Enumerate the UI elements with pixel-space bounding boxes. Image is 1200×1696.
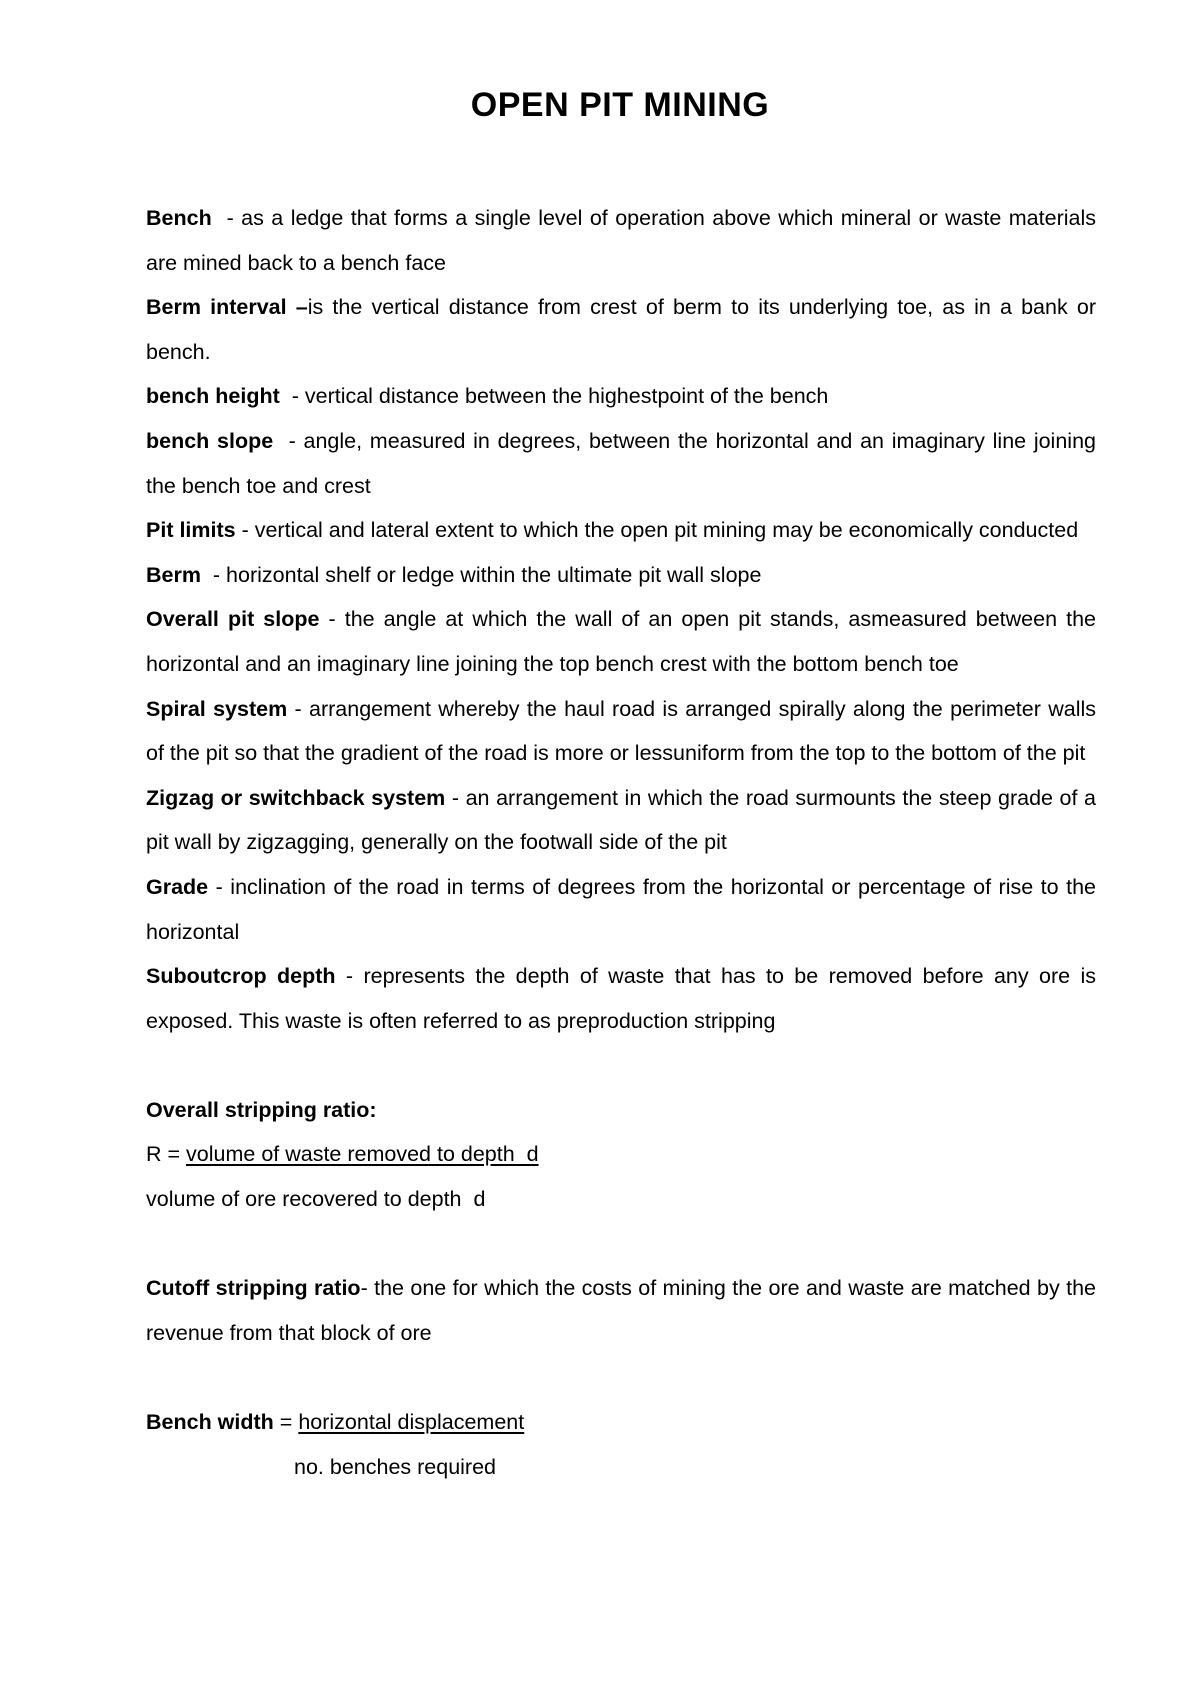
definition-text: - inclination of the road in terms of degrees from the horizontal or percentage of rise to the horizontal bbox=[146, 874, 1096, 944]
definition-term: Bench bbox=[146, 206, 212, 230]
definition-bench bbox=[146, 196, 1102, 285]
definition-cutoff-stripping-ratio bbox=[146, 1266, 1096, 1355]
definition-text: is the vertical distance from crest of berm to its underlying toe, as in a bank or bench. bbox=[146, 295, 1097, 364]
definition-term: Overall pit slope bbox=[146, 607, 320, 632]
formula-denominator: volume of ore recovered to depth d bbox=[146, 1187, 486, 1212]
definition-suboutcrop-depth bbox=[146, 954, 1096, 1043]
definition-text: - horizontal shelf or ledge within the ultimate pit wall slope bbox=[200, 562, 762, 587]
blank-line bbox=[146, 1222, 1096, 1267]
definition-term: Cutoff stripping ratio bbox=[146, 1276, 361, 1301]
bench-width-formula bbox=[146, 1400, 1096, 1445]
definition-text: - vertical distance between the highestpoint of the bench bbox=[279, 384, 829, 409]
overall-stripping-denominator bbox=[146, 1177, 1096, 1222]
definition-term: bench height bbox=[146, 384, 280, 409]
definition-text: - an arrangement in which the road surmounts the steep grade of a pit wall by zigzagging, generally on the footwall side of the pit bbox=[146, 785, 1096, 855]
formula-numerator: horizontal displacement bbox=[298, 1410, 525, 1435]
definition-text: - the angle at which the wall of an open pit stands, asmeasured between the horizontal and an imaginary line joining the top bench crest with the bottom bench toe bbox=[146, 607, 1097, 676]
formula-denominator: no. benches required bbox=[294, 1454, 497, 1479]
definition-term: Berm bbox=[146, 562, 201, 587]
definition-text: - angle, measured in degrees, between the horizontal and an imaginary line joining the bench toe and crest bbox=[146, 428, 1102, 498]
blank-line bbox=[146, 1355, 1096, 1400]
definition-term: Grade bbox=[146, 874, 209, 899]
definition-term: bench slope bbox=[146, 428, 274, 453]
definition-spiral-system bbox=[146, 687, 1096, 776]
page-title: OPEN PIT MINING bbox=[470, 86, 770, 124]
definition-pit-limits bbox=[146, 508, 1096, 553]
definition-term: Zigzag or switchback system bbox=[146, 785, 446, 810]
definition-grade bbox=[146, 865, 1096, 954]
definition-text: - arrangement whereby the haul road is arranged spirally along the perimeter walls of the pit so that the gradient of the road is more or lessuniform from the top to the bottom of the pit bbox=[146, 696, 1096, 766]
definition-bench-slope bbox=[146, 419, 1102, 508]
definition-term: Pit limits bbox=[146, 518, 236, 543]
definition-overall-pit-slope bbox=[146, 597, 1096, 686]
definition-text: - the one for which the costs of mining the ore and waste are matched by the revenue from that block of ore bbox=[146, 1276, 1096, 1345]
document-body bbox=[146, 196, 1102, 1489]
definition-text: - as a ledge that forms a single level of operation above which mineral or waste materials are mined back to a bench face bbox=[146, 206, 1102, 275]
definition-bench-height bbox=[146, 374, 1096, 419]
definition-text: - represents the depth of waste that has to be removed before any ore is exposed. This waste is often referred to as preproduction stripping bbox=[146, 964, 1096, 1033]
formula-equals: = bbox=[273, 1410, 299, 1435]
definition-term: Berm interval – bbox=[146, 295, 308, 320]
section-heading: Overall stripping ratio: bbox=[146, 1097, 377, 1122]
definition-berm-interval bbox=[146, 285, 1096, 374]
overall-stripping-heading bbox=[146, 1088, 1096, 1133]
definition-zigzag-system bbox=[146, 776, 1096, 865]
definition-berm bbox=[146, 553, 1096, 598]
formula-term: Bench width bbox=[146, 1410, 274, 1435]
formula-prefix: R = bbox=[146, 1142, 187, 1167]
formula-numerator: volume of waste removed to depth d bbox=[186, 1142, 539, 1167]
definition-term: Spiral system bbox=[146, 696, 288, 721]
overall-stripping-formula bbox=[146, 1132, 1096, 1177]
definition-text: - vertical and lateral extent to which the open pit mining may be economically conducted bbox=[235, 518, 1079, 543]
blank-line bbox=[146, 1043, 1096, 1088]
bench-width-denominator bbox=[146, 1445, 1096, 1490]
definition-term: Suboutcrop depth bbox=[146, 964, 336, 989]
